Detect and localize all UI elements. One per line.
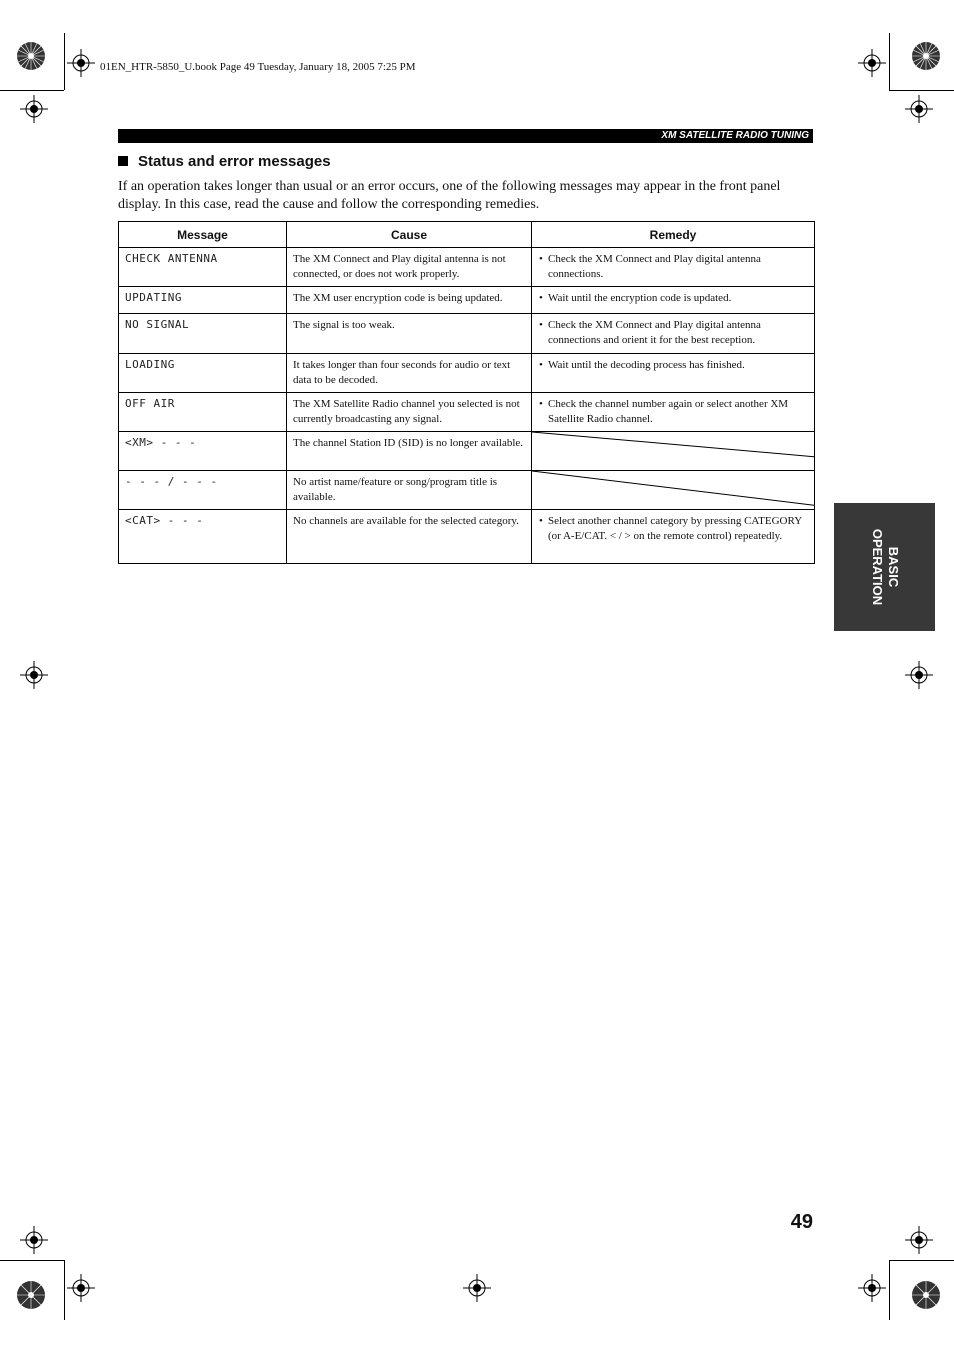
registration-star-icon	[16, 1280, 46, 1310]
crop-mark	[0, 90, 64, 91]
cause-cell: The XM Connect and Play digital antenna is not connected, or does not work properly.	[287, 248, 532, 287]
message-cell: CHECK ANTENNA	[119, 248, 287, 287]
column-header-message: Message	[119, 222, 287, 248]
message-cell: NO SIGNAL	[119, 314, 287, 354]
cause-cell: The channel Station ID (SID) is no longer available.	[287, 432, 532, 471]
remedy-item: • Wait until the decoding process has finished.	[548, 358, 808, 373]
message-cell: - - - / - - -	[119, 471, 287, 510]
remedy-item: • Check the channel number again or select another XM Satellite Radio channel.	[548, 397, 808, 426]
message-cell: OFF AIR	[119, 393, 287, 432]
message-cell: <CAT> - - -	[119, 510, 287, 564]
side-tab-line2: OPERATION	[869, 528, 885, 606]
remedy-cell	[532, 510, 815, 564]
section-header-bar	[118, 129, 813, 143]
table-row	[119, 471, 815, 510]
table-row	[119, 248, 815, 287]
table-row	[119, 510, 815, 564]
crosshair-target-icon	[905, 661, 933, 689]
table-row	[119, 287, 815, 314]
section-header-label: XM SATELLITE RADIO TUNING	[661, 130, 809, 141]
registration-star-icon	[16, 41, 46, 71]
crop-mark	[889, 1260, 954, 1261]
cause-cell: No artist name/feature or song/program title is available.	[287, 471, 532, 510]
registration-star-icon	[911, 41, 941, 71]
page-number: 49	[790, 1211, 813, 1233]
message-cell: UPDATING	[119, 287, 287, 314]
crosshair-target-icon	[905, 95, 933, 123]
table-row	[119, 354, 815, 393]
file-info-line: 01EN_HTR-5850_U.book Page 49 Tuesday, January 18, 2005 7:25 PM	[100, 61, 416, 73]
cause-cell: No channels are available for the selected category.	[287, 510, 532, 564]
crop-mark	[0, 1260, 64, 1261]
crosshair-target-icon	[905, 1226, 933, 1254]
crop-mark	[64, 1260, 65, 1320]
table-header-row	[119, 222, 815, 248]
cause-cell: It takes longer than four seconds for audio or text data to be decoded.	[287, 354, 532, 393]
section-title	[118, 153, 331, 170]
crosshair-target-icon	[67, 49, 95, 77]
cause-cell: The XM user encryption code is being updated.	[287, 287, 532, 314]
crosshair-target-icon	[20, 95, 48, 123]
column-header-remedy: Remedy	[532, 222, 815, 248]
remedy-item: • Wait until the encryption code is updated.	[548, 291, 808, 306]
remedy-item: • Check the XM Connect and Play digital antenna connections and orient it for the best reception.	[548, 318, 808, 347]
message-cell: <XM> - - -	[119, 432, 287, 471]
crop-mark	[889, 1260, 890, 1320]
section-title-text: Status and error messages	[138, 153, 331, 170]
cause-cell: The signal is too weak.	[287, 314, 532, 354]
remedy-cell	[532, 248, 815, 287]
crosshair-target-icon	[858, 1274, 886, 1302]
table-row	[119, 314, 815, 354]
table-row	[119, 432, 815, 471]
remedy-cell	[532, 393, 815, 432]
empty-cell-diagonal	[532, 432, 814, 470]
cause-cell: The XM Satellite Radio channel you selected is not currently broadcasting any signal.	[287, 393, 532, 432]
crosshair-target-icon	[20, 661, 48, 689]
status-messages-table	[118, 221, 815, 564]
remedy-cell	[532, 354, 815, 393]
crosshair-target-icon	[20, 1226, 48, 1254]
crop-mark	[889, 33, 890, 90]
crosshair-target-icon	[463, 1274, 491, 1302]
square-bullet-icon	[118, 156, 128, 166]
column-header-cause: Cause	[287, 222, 532, 248]
registration-star-icon	[911, 1280, 941, 1310]
side-tab-line1: BASIC	[885, 546, 901, 588]
side-chapter-tab	[834, 503, 935, 631]
remedy-item: • Select another channel category by pressing CATEGORY (or A-E/CAT. < / > on the remote control) repeatedly.	[548, 514, 808, 543]
remedy-cell-empty	[532, 432, 815, 471]
crop-mark	[64, 33, 65, 90]
crosshair-target-icon	[67, 1274, 95, 1302]
remedy-cell	[532, 314, 815, 354]
remedy-cell	[532, 287, 815, 314]
empty-cell-diagonal	[532, 471, 814, 509]
crosshair-target-icon	[858, 49, 886, 77]
message-cell: LOADING	[119, 354, 287, 393]
remedy-item: • Check the XM Connect and Play digital antenna connections.	[548, 252, 808, 281]
remedy-cell-empty	[532, 471, 815, 510]
crop-mark	[889, 90, 954, 91]
intro-paragraph: If an operation takes longer than usual or an error occurs, one of the following messages may appear in the front panel display. In this case, read the cause and follow the corresponding remedies.	[118, 179, 781, 212]
table-row	[119, 393, 815, 432]
